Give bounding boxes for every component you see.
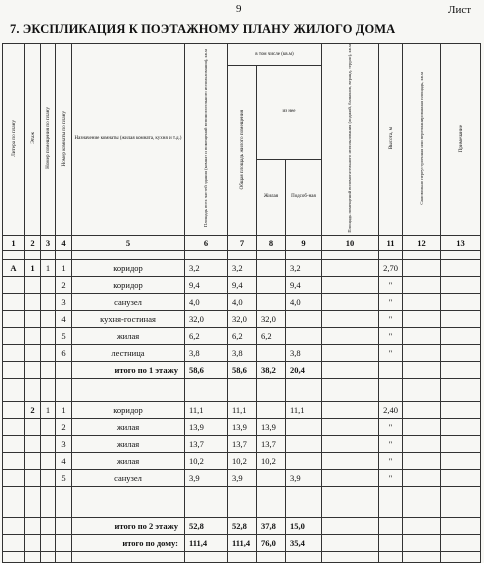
veranda-area-cell — [322, 293, 379, 310]
room-name-cell: санузел — [72, 469, 185, 486]
table-row — [3, 327, 481, 344]
empty-cell — [3, 250, 25, 259]
empty-cell — [56, 551, 72, 562]
veranda-area-cell — [322, 435, 379, 452]
floor-cell — [25, 344, 41, 361]
header-col7: Общая площадь жилого помещения — [228, 66, 257, 236]
column-index-8: 8 — [257, 235, 286, 250]
total-label: итого по дому: — [72, 534, 185, 551]
aux-area-cell — [286, 310, 322, 327]
aux-area-cell: 9,4 — [286, 276, 322, 293]
room-name-cell: санузел — [72, 293, 185, 310]
room-name-cell: жилая — [72, 435, 185, 452]
table-row — [3, 435, 481, 452]
room-name-cell: кухня-гостиная — [72, 310, 185, 327]
total-area-cell: 32,0 — [228, 310, 257, 327]
height-cell: " — [379, 327, 403, 344]
total-label: итого по 2 этажу — [72, 517, 185, 534]
empty-cell — [25, 534, 41, 551]
empty-cell — [379, 361, 403, 378]
room-name-cell: коридор — [72, 401, 185, 418]
height-cell: 2,70 — [379, 259, 403, 276]
empty-cell — [403, 517, 441, 534]
empty-cell — [441, 361, 481, 378]
column-index-5: 5 — [72, 235, 185, 250]
empty-cell — [257, 486, 286, 517]
column-index-12: 12 — [403, 235, 441, 250]
total-total-area: 52,8 — [228, 517, 257, 534]
total-area-cell: 4,0 — [228, 293, 257, 310]
empty-cell — [379, 551, 403, 562]
room-number-cell: 5 — [56, 469, 72, 486]
room-number-cell: 4 — [56, 452, 72, 469]
note-cell — [441, 418, 481, 435]
total-living-area: 37,8 — [257, 517, 286, 534]
room-number-cell: 5 — [56, 327, 72, 344]
empty-cell — [441, 517, 481, 534]
empty-cell — [403, 250, 441, 259]
room-number-cell: 2 — [56, 276, 72, 293]
header-col6: Площадь всех частей здания (комнат и помещений вспомогательного использования), кв.м — [185, 44, 228, 236]
area-cell: 9,4 — [185, 276, 228, 293]
note-cell — [441, 435, 481, 452]
header-col8: Жилая — [257, 159, 286, 235]
empty-cell — [41, 361, 56, 378]
empty-cell — [403, 534, 441, 551]
empty-cell — [403, 486, 441, 517]
note-cell — [441, 293, 481, 310]
litera-cell — [3, 344, 25, 361]
veranda-area-cell — [322, 344, 379, 361]
living-area-cell: 6,2 — [257, 327, 286, 344]
total-area: 52,8 — [185, 517, 228, 534]
blank-row — [3, 486, 481, 517]
header-col1: Литера по плану — [3, 44, 25, 236]
height-cell: " — [379, 469, 403, 486]
floor1-subtotal-row — [3, 361, 481, 378]
litera-cell — [3, 293, 25, 310]
unauthorized-area-cell — [403, 452, 441, 469]
column-index-1: 1 — [3, 235, 25, 250]
empty-cell — [25, 486, 41, 517]
column-index-3: 3 — [41, 235, 56, 250]
note-cell — [441, 276, 481, 293]
header-col3: Номер помещения по плану — [41, 44, 56, 236]
premise-cell — [41, 276, 56, 293]
room-number-cell: 2 — [56, 418, 72, 435]
total-total-area: 58,6 — [228, 361, 257, 378]
header-col13: Примечание — [441, 44, 481, 236]
living-area-cell: 13,7 — [257, 435, 286, 452]
floor2-subtotal-row — [3, 517, 481, 534]
total-area-cell: 9,4 — [228, 276, 257, 293]
area-cell: 3,2 — [185, 259, 228, 276]
total-total-area: 111,4 — [228, 534, 257, 551]
room-number-cell: 1 — [56, 401, 72, 418]
area-cell: 32,0 — [185, 310, 228, 327]
area-cell: 10,2 — [185, 452, 228, 469]
header-group-total: в том числе (кв.м) — [228, 44, 322, 66]
empty-cell — [379, 378, 403, 401]
premise-cell: 1 — [41, 401, 56, 418]
blank-row — [3, 250, 481, 259]
blank-row — [3, 378, 481, 401]
height-cell: " — [379, 344, 403, 361]
total-living-area: 76,0 — [257, 534, 286, 551]
veranda-area-cell — [322, 327, 379, 344]
floor-cell — [25, 418, 41, 435]
empty-cell — [41, 378, 56, 401]
litera-cell — [3, 401, 25, 418]
empty-cell — [379, 534, 403, 551]
note-cell — [441, 327, 481, 344]
empty-cell — [228, 250, 257, 259]
column-index-10: 10 — [322, 235, 379, 250]
living-area-cell: 13,9 — [257, 418, 286, 435]
total-area-cell: 3,8 — [228, 344, 257, 361]
premise-cell — [41, 452, 56, 469]
area-cell: 3,9 — [185, 469, 228, 486]
empty-cell — [228, 378, 257, 401]
aux-area-cell: 3,8 — [286, 344, 322, 361]
height-cell: " — [379, 418, 403, 435]
aux-area-cell: 11,1 — [286, 401, 322, 418]
empty-cell — [56, 534, 72, 551]
total-aux-area: 15,0 — [286, 517, 322, 534]
empty-cell — [3, 486, 25, 517]
explication-table — [2, 43, 481, 563]
column-index-13: 13 — [441, 235, 481, 250]
living-area-cell: 32,0 — [257, 310, 286, 327]
height-cell: " — [379, 310, 403, 327]
empty-cell — [56, 378, 72, 401]
empty-cell — [72, 551, 185, 562]
empty-cell — [403, 361, 441, 378]
empty-cell — [56, 250, 72, 259]
unauthorized-area-cell — [403, 276, 441, 293]
empty-cell — [322, 551, 379, 562]
room-number-cell: 1 — [56, 259, 72, 276]
living-area-cell — [257, 401, 286, 418]
column-index-6: 6 — [185, 235, 228, 250]
area-cell: 6,2 — [185, 327, 228, 344]
empty-cell — [3, 361, 25, 378]
aux-area-cell — [286, 435, 322, 452]
note-cell — [441, 310, 481, 327]
area-cell: 3,8 — [185, 344, 228, 361]
header-col10: Площадь помещений вспомогательного использования (лоджий, балконов, веранд, террас), кв.м — [322, 44, 379, 236]
height-cell: " — [379, 452, 403, 469]
empty-cell — [403, 551, 441, 562]
room-number-cell: 6 — [56, 344, 72, 361]
empty-cell — [322, 361, 379, 378]
empty-cell — [322, 378, 379, 401]
empty-cell — [322, 534, 379, 551]
floor-cell: 2 — [25, 401, 41, 418]
room-name-cell: жилая — [72, 452, 185, 469]
unauthorized-area-cell — [403, 435, 441, 452]
unauthorized-area-cell — [403, 310, 441, 327]
note-cell — [441, 452, 481, 469]
room-number-cell: 4 — [56, 310, 72, 327]
empty-cell — [441, 534, 481, 551]
table-row — [3, 276, 481, 293]
empty-cell — [41, 534, 56, 551]
empty-cell — [322, 250, 379, 259]
veranda-area-cell — [322, 452, 379, 469]
unauthorized-area-cell — [403, 259, 441, 276]
empty-cell — [25, 517, 41, 534]
empty-cell — [56, 361, 72, 378]
column-index-11: 11 — [379, 235, 403, 250]
premise-cell: 1 — [41, 259, 56, 276]
empty-cell — [185, 551, 228, 562]
empty-cell — [56, 517, 72, 534]
room-name-cell: коридор — [72, 276, 185, 293]
floor-cell: 1 — [25, 259, 41, 276]
unauthorized-area-cell — [403, 293, 441, 310]
room-name-cell: коридор — [72, 259, 185, 276]
living-area-cell — [257, 276, 286, 293]
empty-cell — [41, 250, 56, 259]
living-area-cell — [257, 293, 286, 310]
living-area-cell: 10,2 — [257, 452, 286, 469]
table-row — [3, 259, 481, 276]
aux-area-cell — [286, 418, 322, 435]
empty-cell — [286, 250, 322, 259]
total-area: 58,6 — [185, 361, 228, 378]
total-label: итого по 1 этажу — [72, 361, 185, 378]
blank-row — [3, 551, 481, 562]
height-cell: " — [379, 435, 403, 452]
empty-cell — [25, 378, 41, 401]
column-index-row — [3, 235, 481, 250]
empty-cell — [41, 486, 56, 517]
header-col9: Подсоб-ная — [286, 159, 322, 235]
floor-cell — [25, 310, 41, 327]
total-area-cell: 11,1 — [228, 401, 257, 418]
empty-cell — [379, 250, 403, 259]
floor-cell — [25, 452, 41, 469]
empty-cell — [441, 551, 481, 562]
living-area-cell — [257, 344, 286, 361]
empty-cell — [3, 534, 25, 551]
litera-cell — [3, 310, 25, 327]
empty-cell — [3, 517, 25, 534]
empty-cell — [25, 361, 41, 378]
empty-cell — [257, 551, 286, 562]
column-index-7: 7 — [228, 235, 257, 250]
floor-cell — [25, 293, 41, 310]
height-cell: " — [379, 293, 403, 310]
unauthorized-area-cell — [403, 344, 441, 361]
floor-cell — [25, 327, 41, 344]
unauthorized-area-cell — [403, 327, 441, 344]
premise-cell — [41, 344, 56, 361]
total-aux-area: 35,4 — [286, 534, 322, 551]
unauthorized-area-cell — [403, 418, 441, 435]
note-cell — [441, 401, 481, 418]
empty-cell — [322, 486, 379, 517]
height-cell: " — [379, 276, 403, 293]
empty-cell — [3, 551, 25, 562]
empty-cell — [322, 517, 379, 534]
total-area-cell: 6,2 — [228, 327, 257, 344]
room-number-cell: 3 — [56, 435, 72, 452]
empty-cell — [185, 250, 228, 259]
floor-cell — [25, 435, 41, 452]
empty-cell — [286, 551, 322, 562]
document-title: 7. ЭКСПЛИКАЦИЯ К ПОЭТАЖНОМУ ПЛАНУ ЖИЛОГО ДОМА — [10, 22, 396, 36]
column-index-4: 4 — [56, 235, 72, 250]
room-number-cell: 3 — [56, 293, 72, 310]
note-cell — [441, 259, 481, 276]
total-area: 111,4 — [185, 534, 228, 551]
empty-cell — [3, 378, 25, 401]
aux-area-cell: 3,9 — [286, 469, 322, 486]
header-col2: Этаж — [25, 44, 41, 236]
column-index-2: 2 — [25, 235, 41, 250]
veranda-area-cell — [322, 276, 379, 293]
empty-cell — [25, 250, 41, 259]
page-number: 9 — [236, 3, 242, 15]
empty-cell — [403, 378, 441, 401]
empty-cell — [72, 250, 185, 259]
premise-cell — [41, 310, 56, 327]
total-living-area: 38,2 — [257, 361, 286, 378]
empty-cell — [185, 486, 228, 517]
header-col4: Номер комнаты по плану — [56, 44, 72, 236]
table-row — [3, 401, 481, 418]
column-index-9: 9 — [286, 235, 322, 250]
header-group-of-it: из нее — [257, 66, 322, 160]
header-col5: Назначение комнаты (жилая комната, кухня и т.д.) — [72, 44, 185, 236]
premise-cell — [41, 327, 56, 344]
empty-cell — [56, 486, 72, 517]
total-area-cell: 3,9 — [228, 469, 257, 486]
empty-cell — [72, 378, 185, 401]
empty-cell — [379, 517, 403, 534]
empty-cell — [441, 486, 481, 517]
room-name-cell: лестница — [72, 344, 185, 361]
total-area-cell: 13,9 — [228, 418, 257, 435]
litera-cell — [3, 435, 25, 452]
empty-cell — [441, 250, 481, 259]
empty-cell — [228, 486, 257, 517]
room-name-cell: жилая — [72, 418, 185, 435]
empty-cell — [41, 551, 56, 562]
height-cell: 2,40 — [379, 401, 403, 418]
total-area-cell: 13,7 — [228, 435, 257, 452]
empty-cell — [41, 517, 56, 534]
veranda-area-cell — [322, 310, 379, 327]
veranda-area-cell — [322, 401, 379, 418]
empty-cell — [257, 250, 286, 259]
premise-cell — [41, 418, 56, 435]
veranda-area-cell — [322, 259, 379, 276]
table-row — [3, 344, 481, 361]
aux-area-cell — [286, 327, 322, 344]
unauthorized-area-cell — [403, 401, 441, 418]
aux-area-cell: 3,2 — [286, 259, 322, 276]
litera-cell — [3, 327, 25, 344]
header-col12: Самовольно переустроенная или перепланированная площадь, кв.м — [403, 44, 441, 236]
empty-cell — [72, 486, 185, 517]
note-cell — [441, 344, 481, 361]
empty-cell — [257, 378, 286, 401]
aux-area-cell — [286, 452, 322, 469]
header-col11: Высота, м — [379, 44, 403, 236]
total-aux-area: 20,4 — [286, 361, 322, 378]
room-name-cell: жилая — [72, 327, 185, 344]
area-cell: 13,9 — [185, 418, 228, 435]
empty-cell — [286, 486, 322, 517]
table-row — [3, 293, 481, 310]
table-row — [3, 418, 481, 435]
litera-cell — [3, 452, 25, 469]
sheet-label: Лист — [448, 4, 472, 16]
empty-cell — [185, 378, 228, 401]
grand-total-row — [3, 534, 481, 551]
total-area-cell: 10,2 — [228, 452, 257, 469]
table-row — [3, 452, 481, 469]
premise-cell — [41, 435, 56, 452]
area-cell: 4,0 — [185, 293, 228, 310]
area-cell: 11,1 — [185, 401, 228, 418]
empty-cell — [228, 551, 257, 562]
empty-cell — [441, 378, 481, 401]
aux-area-cell: 4,0 — [286, 293, 322, 310]
table-row — [3, 310, 481, 327]
litera-cell: А — [3, 259, 25, 276]
premise-cell — [41, 293, 56, 310]
total-area-cell: 3,2 — [228, 259, 257, 276]
floor-cell — [25, 276, 41, 293]
living-area-cell — [257, 259, 286, 276]
empty-cell — [25, 551, 41, 562]
area-cell: 13,7 — [185, 435, 228, 452]
veranda-area-cell — [322, 418, 379, 435]
litera-cell — [3, 276, 25, 293]
empty-cell — [286, 378, 322, 401]
empty-cell — [379, 486, 403, 517]
litera-cell — [3, 418, 25, 435]
